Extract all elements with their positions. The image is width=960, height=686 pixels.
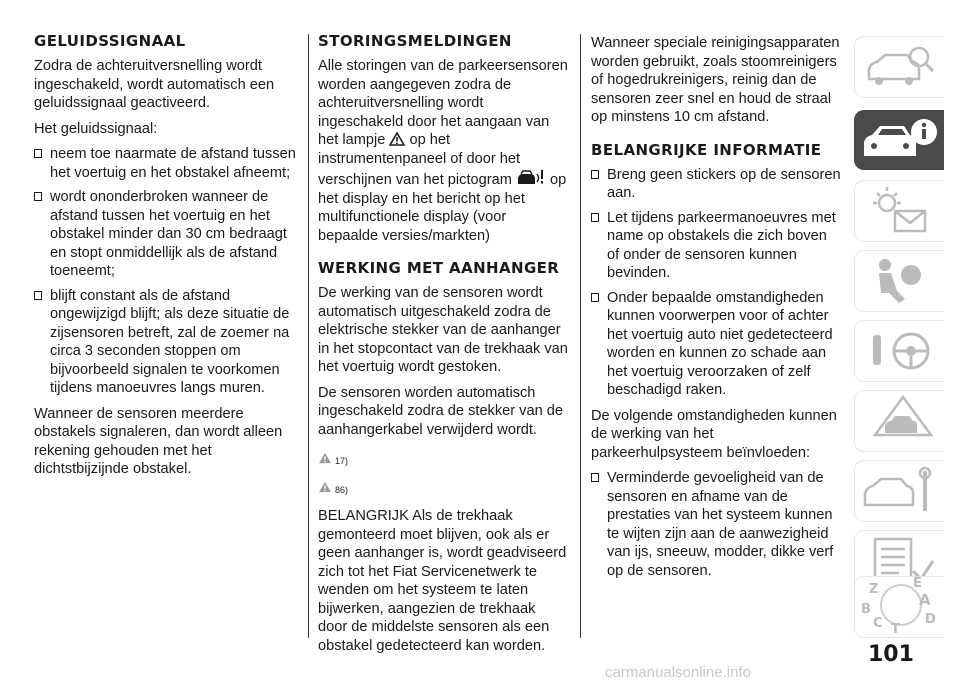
- tab-alphabet-index[interactable]: [854, 576, 945, 638]
- paragraph-trailer-on: De sensoren worden automatisch ingeschakeld zodra de stekker van de aanhangerkabel verwijderd wordt.: [318, 384, 564, 438]
- heading-geluidssignaal: GELUIDSSIGNAAL: [34, 32, 186, 50]
- column-3: [591, 30, 841, 587]
- paragraph-cleaning: Wanneer speciale reinigingsapparaten worden gebruikt, zoals stoomreinigers of hogedrukreinigers, reinig dan de sensoren zeer snel en houd de straal op minstens 10 cm afstand.: [591, 35, 840, 125]
- list-item: blijft constant als de afstand ongewijzigd blijft; als deze situatie de zijsensoren betreft, zal de zoemer na circa 3 seconden stoppen om bijvoorbeeld signalen te voorkomen tijdens manoeuvres langs muren.: [34, 287, 296, 398]
- list-item: Let tijdens parkeermanoeuvres met name op obstakels die zich boven of onder de sensoren kunnen bevinden.: [591, 209, 841, 283]
- list-item: wordt ononderbroken wanneer de afstand tussen het voertuig en het obstakel minder dan 30 cm bedraagt en stopt onmiddellijk als de afstand toeneemt;: [34, 188, 296, 281]
- heading-belangrijke-informatie: BELANGRIJKE INFORMATIE: [591, 140, 822, 159]
- fault-text-a: Alle storingen van de parkeersensoren worden aangegeven zodra de achteruitversnelling wordt ingeschakeld door het aangaan van het lampje: [318, 58, 568, 148]
- tab-airbag[interactable]: [854, 250, 945, 312]
- index-letter: A: [919, 591, 931, 609]
- reference-number: 86): [335, 484, 349, 495]
- tab-car-service[interactable]: [854, 460, 945, 522]
- warning-reference-17: [318, 446, 568, 471]
- heading-storingsmeldingen: STORINGSMELDINGEN: [318, 32, 512, 50]
- paragraph-signal: Het geluidssignaal:: [34, 120, 158, 137]
- dashboard-lights-icon: [855, 181, 945, 241]
- tab-dashboard-lights[interactable]: [854, 180, 945, 242]
- page-number: 101: [868, 642, 914, 667]
- index-letter: T: [891, 622, 900, 637]
- important-list: [591, 166, 841, 400]
- heading-werking-met-aanhanger: WERKING MET AANHANGER: [318, 259, 560, 277]
- tab-car-search[interactable]: [854, 36, 945, 98]
- column-1: [34, 30, 296, 486]
- index-letter: D: [925, 612, 936, 627]
- index-letter: B: [861, 602, 871, 617]
- list-item: Verminderde gevoeligheid van de sensoren en afname van de prestaties van het systeem kunnen te wijten zijn aan de aanwezigheid van ijs, sneeuw, modder, dikke verf op de sensoren.: [591, 469, 841, 580]
- signal-list: [34, 145, 296, 398]
- watermark: carmanualsonline.info: [605, 664, 751, 681]
- alphabet-index-icon: [855, 577, 945, 637]
- paragraph-conditions: De volgende omstandigheden kunnen de werking van het parkeerhulpsysteem beïnvloeden:: [591, 407, 837, 461]
- tab-key-steering[interactable]: [854, 320, 945, 382]
- tab-car-warning[interactable]: [854, 390, 945, 452]
- car-warning-icon: [855, 391, 945, 451]
- paragraph-trailer-off: De werking van de sensoren wordt automatisch uitgeschakeld zodra de elektrische stekker van de aanhanger in het stopcontact van de trekhaak van het voertuig wordt gestoken.: [318, 285, 568, 375]
- column-divider-1: [308, 34, 309, 638]
- reference-number: 17): [335, 456, 349, 466]
- column-2: [318, 30, 568, 662]
- paragraph-multiple-obstacles: Wanneer de sensoren meerdere obstakels signaleren, dan wordt alleen rekening gehouden met het dichtstbijzijnde obstakel.: [34, 405, 283, 477]
- conditions-list: [591, 469, 841, 580]
- index-letter: E: [913, 577, 922, 591]
- column-divider-2: [580, 34, 581, 638]
- list-item: Onder bepaalde omstandigheden kunnen voorwerpen voor of achter het voertuig auto niet gedetecteerd worden en kunnen zo schade aan het voertuig veroorzaken of zelf beschadigd raken.: [591, 289, 841, 400]
- fault-text-c: op het display en het bericht op het multifunctionele display (voor bepaalde versies/markten): [318, 172, 567, 244]
- airbag-person-icon: [855, 251, 945, 311]
- warning-reference-86: [318, 475, 568, 500]
- parking-sensor-fault-icon: [516, 168, 546, 186]
- paragraph-belangrijk: BELANGRIJK Als de trekhaak gemonteerd moet blijven, ook als er geen aanhanger is, wordt geadviseerd zich tot het Fiat Servicenetwerk te wenden om het systeem te laten bijwerken, aangezien de trekhaak door de middelste sensoren als een obstakel gedetecteerd kan worden.: [318, 508, 567, 654]
- warning-triangle-icon: [389, 132, 405, 146]
- index-letter: Z: [869, 582, 879, 597]
- car-search-icon: [855, 37, 945, 97]
- paragraph-intro: Zodra de achteruitversnelling wordt ingeschakeld, wordt automatisch een geluidssignaal geactiveerd.: [34, 58, 275, 111]
- car-info-icon: [854, 110, 944, 170]
- tab-car-info[interactable]: [854, 110, 944, 170]
- index-letter: C: [873, 616, 883, 631]
- warning-triangle-icon: [318, 452, 332, 464]
- car-service-icon: [855, 461, 945, 521]
- warning-triangle-icon: [318, 481, 332, 493]
- fault-text-b: op het instrumentenpaneel of door het verschijnen van het pictogram: [318, 132, 521, 188]
- list-item: Breng geen stickers op de sensoren aan.: [591, 166, 841, 203]
- list-item: neem toe naarmate de afstand tussen het voertuig en het obstakel afneemt;: [34, 145, 296, 182]
- key-steering-icon: [855, 321, 945, 381]
- paragraph-faults: [318, 57, 568, 245]
